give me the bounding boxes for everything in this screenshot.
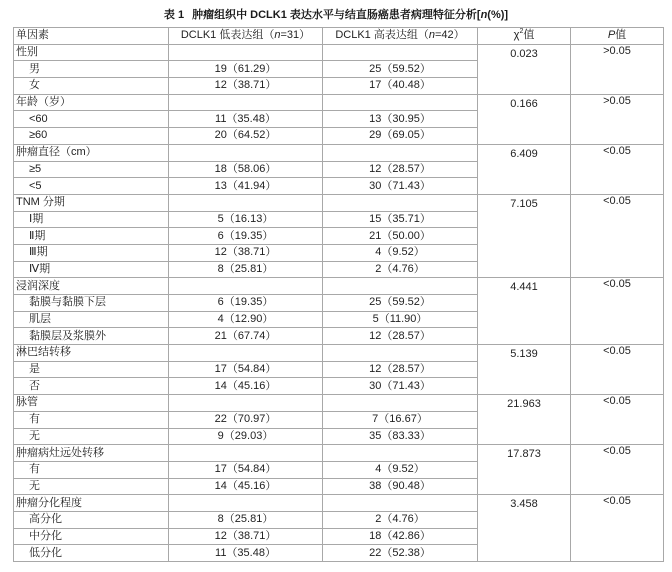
factor-level-label: ≥5 (14, 161, 169, 178)
header-row (14, 28, 664, 45)
high-expression-cell (323, 44, 478, 61)
table-number: 表 1 (163, 9, 185, 21)
low-expression-cell: 12（38.71） (169, 528, 323, 545)
factor-level-label: 否 (14, 378, 169, 395)
low-expression-cell (169, 445, 323, 462)
high-expression-cell: 5（11.90） (323, 311, 478, 328)
group-label: 脉管 (14, 395, 169, 412)
low-expression-cell: 12（38.71） (169, 78, 323, 95)
high-expression-cell: 2（4.76） (323, 261, 478, 278)
high-expression-cell: 30（71.43） (323, 378, 478, 395)
low-expression-cell (169, 395, 323, 412)
header-low-suffix: =31） (280, 29, 311, 42)
high-expression-cell: 35（83.33） (323, 428, 478, 445)
low-expression-cell: 18（58.06） (169, 161, 323, 178)
group-label: 肿瘤分化程度 (14, 495, 169, 512)
group-row-tnm-stage (14, 194, 664, 211)
group-row-distant-metastasis (14, 445, 664, 462)
factor-level-label: 是 (14, 361, 169, 378)
high-expression-cell: 15（35.71） (323, 211, 478, 228)
high-expression-cell: 30（71.43） (323, 178, 478, 195)
low-expression-cell: 19（61.29） (169, 61, 323, 78)
chi-square-cell: 3.458 (478, 495, 571, 562)
low-expression-cell: 20（64.52） (169, 128, 323, 145)
high-expression-cell: 2（4.76） (323, 511, 478, 528)
low-expression-cell: 22（70.97） (169, 411, 323, 428)
header-chi-square (478, 28, 571, 45)
chi-square-cell: 4.441 (478, 278, 571, 345)
group-row-invasion-depth (14, 278, 664, 295)
p-suffix: 值 (615, 29, 627, 42)
high-expression-cell: 13（30.95） (323, 111, 478, 128)
factor-level-label: 无 (14, 478, 169, 495)
factor-level-label: 低分化 (14, 545, 169, 562)
low-expression-cell: 17（54.84） (169, 361, 323, 378)
p-value-cell: <0.05 (571, 194, 664, 277)
high-expression-cell: 4（9.52） (323, 244, 478, 261)
factor-level-label: 有 (14, 411, 169, 428)
low-expression-cell: 21（67.74） (169, 328, 323, 345)
group-label: 浸润深度 (14, 278, 169, 295)
group-row-gender (14, 44, 664, 61)
header-high-expression (323, 28, 478, 45)
table-title-n-variable: n (480, 9, 488, 21)
pathology-feature-table (13, 27, 664, 562)
header-p-value (571, 28, 664, 45)
low-expression-cell: 8（25.81） (169, 511, 323, 528)
chi-square-cell: 17.873 (478, 445, 571, 495)
high-expression-cell: 25（59.52） (323, 61, 478, 78)
group-label: 年龄（岁） (14, 94, 169, 111)
chi-suffix: 值 (523, 29, 535, 42)
p-symbol: P (607, 29, 616, 42)
p-value-cell: <0.05 (571, 395, 664, 445)
high-expression-cell (323, 445, 478, 462)
high-expression-cell: 18（42.86） (323, 528, 478, 545)
high-expression-cell: 38（90.48） (323, 478, 478, 495)
group-label: 肿瘤病灶远处转移 (14, 445, 169, 462)
table-caption (0, 8, 672, 22)
low-expression-cell: 12（38.71） (169, 244, 323, 261)
low-expression-cell: 6（19.35） (169, 295, 323, 312)
table-title-text: 肿瘤组织中 DCLK1 表达水平与结直肠癌患者病理特征分析[ (192, 9, 481, 21)
low-expression-cell (169, 44, 323, 61)
p-value-cell: <0.05 (571, 445, 664, 495)
chi-square-cell: 6.409 (478, 144, 571, 194)
low-expression-cell (169, 495, 323, 512)
low-expression-cell: 6（19.35） (169, 228, 323, 245)
low-expression-cell: 14（45.16） (169, 378, 323, 395)
chi-superscript: 2 (519, 28, 524, 36)
low-expression-cell (169, 345, 323, 362)
high-expression-cell (323, 345, 478, 362)
group-label: 性别 (14, 44, 169, 61)
high-expression-cell: 17（40.48） (323, 78, 478, 95)
table-title-unit: (%)] (487, 9, 509, 21)
factor-level-label: 无 (14, 428, 169, 445)
header-factor: 单因素 (14, 28, 169, 45)
group-label: TNM 分期 (14, 194, 169, 211)
low-expression-cell: 11（35.48） (169, 111, 323, 128)
high-expression-cell: 29（69.05） (323, 128, 478, 145)
low-expression-cell: 4（12.90） (169, 311, 323, 328)
high-expression-cell (323, 194, 478, 211)
group-label: 淋巴结转移 (14, 345, 169, 362)
header-low-expression (169, 28, 323, 45)
factor-level-label: Ⅲ期 (14, 244, 169, 261)
header-low-n: n (274, 29, 281, 42)
high-expression-cell: 22（52.38） (323, 545, 478, 562)
chi-square-cell: 0.023 (478, 44, 571, 94)
low-expression-cell (169, 144, 323, 161)
p-value-cell: <0.05 (571, 278, 664, 345)
factor-level-label: <5 (14, 178, 169, 195)
chi-symbol: χ (513, 29, 520, 42)
group-row-lymph-node-metastasis (14, 345, 664, 362)
p-value-cell: <0.05 (571, 495, 664, 562)
header-high-n: n (428, 29, 435, 42)
p-value-cell: >0.05 (571, 94, 664, 144)
p-value-cell: <0.05 (571, 345, 664, 395)
low-expression-cell: 14（45.16） (169, 478, 323, 495)
factor-level-label: 高分化 (14, 511, 169, 528)
low-expression-cell (169, 278, 323, 295)
group-label: 肿瘤直径（cm） (14, 144, 169, 161)
factor-level-label: ≥60 (14, 128, 169, 145)
high-expression-cell: 7（16.67） (323, 411, 478, 428)
factor-level-label: Ⅱ期 (14, 228, 169, 245)
p-value-cell: >0.05 (571, 44, 664, 94)
factor-level-label: 黏膜层及浆膜外 (14, 328, 169, 345)
high-expression-cell (323, 144, 478, 161)
high-expression-cell (323, 495, 478, 512)
high-expression-cell (323, 395, 478, 412)
high-expression-cell: 12（28.57） (323, 361, 478, 378)
header-high-suffix: =42） (434, 29, 465, 42)
high-expression-cell (323, 278, 478, 295)
factor-level-label: Ⅳ期 (14, 261, 169, 278)
low-expression-cell: 9（29.03） (169, 428, 323, 445)
header-low-prefix: DCLK1 低表达组（ (180, 29, 275, 42)
chi-square-cell: 21.963 (478, 395, 571, 445)
factor-level-label: 肌层 (14, 311, 169, 328)
low-expression-cell: 13（41.94） (169, 178, 323, 195)
low-expression-cell: 5（16.13） (169, 211, 323, 228)
low-expression-cell (169, 194, 323, 211)
group-row-differentiation (14, 495, 664, 512)
header-high-prefix: DCLK1 高表达组（ (335, 29, 429, 42)
low-expression-cell: 8（25.81） (169, 261, 323, 278)
high-expression-cell (323, 94, 478, 111)
factor-level-label: 有 (14, 461, 169, 478)
chi-square-cell: 0.166 (478, 94, 571, 144)
factor-level-label: 中分化 (14, 528, 169, 545)
chi-square-cell: 7.105 (478, 194, 571, 277)
factor-level-label: Ⅰ期 (14, 211, 169, 228)
high-expression-cell: 4（9.52） (323, 461, 478, 478)
low-expression-cell: 17（54.84） (169, 461, 323, 478)
p-value-cell: <0.05 (571, 144, 664, 194)
high-expression-cell: 12（28.57） (323, 161, 478, 178)
group-row-age (14, 94, 664, 111)
factor-level-label: 女 (14, 78, 169, 95)
group-row-vascular-invasion (14, 395, 664, 412)
low-expression-cell: 11（35.48） (169, 545, 323, 562)
factor-level-label: 黏膜与黏膜下层 (14, 295, 169, 312)
chi-square-cell: 5.139 (478, 345, 571, 395)
low-expression-cell (169, 94, 323, 111)
factor-level-label: <60 (14, 111, 169, 128)
high-expression-cell: 21（50.00） (323, 228, 478, 245)
high-expression-cell: 12（28.57） (323, 328, 478, 345)
high-expression-cell: 25（59.52） (323, 295, 478, 312)
group-row-tumor-diameter (14, 144, 664, 161)
factor-level-label: 男 (14, 61, 169, 78)
